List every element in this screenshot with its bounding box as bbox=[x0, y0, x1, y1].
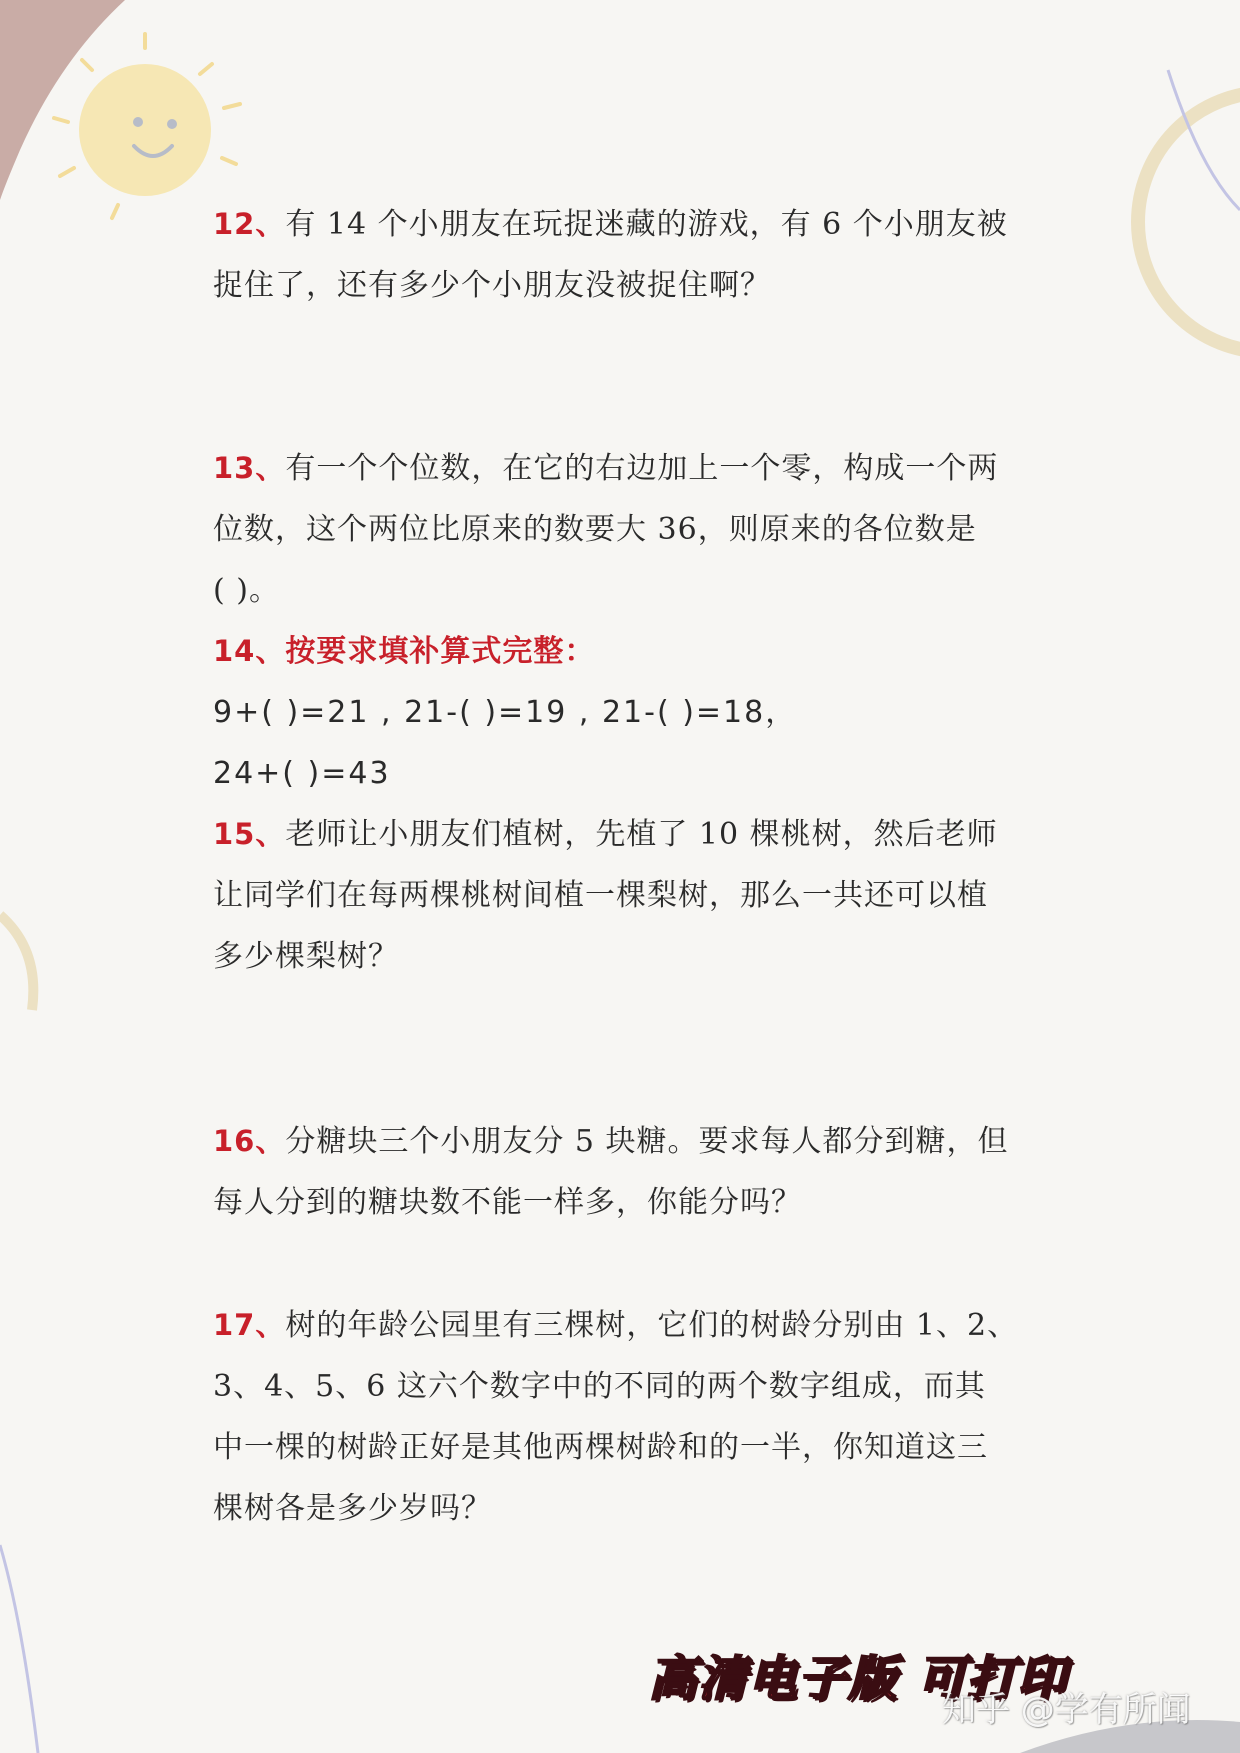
question-text: 有一个个位数，在它的右边加上一个零，构成一个两 bbox=[285, 451, 999, 486]
question-12 bbox=[213, 194, 1033, 316]
question-text: 多少棵梨树？ bbox=[213, 939, 399, 974]
hd-printable-banner: 高清电子版 可打印 bbox=[648, 1651, 1067, 1707]
question-text: 位数，这个两位比原来的数要大 36，则原来的各位数是 bbox=[213, 512, 977, 547]
formula-line: 24+( )=43 bbox=[213, 756, 391, 791]
question-text: 每人分到的糖块数不能一样多，你能分吗？ bbox=[213, 1185, 802, 1220]
question-number: 16、 bbox=[213, 1124, 286, 1158]
question-14 bbox=[213, 621, 1033, 804]
question-16 bbox=[213, 1111, 1033, 1233]
question-text: 树的年龄公园里有三棵树，它们的树龄分别由 1、2、 bbox=[285, 1308, 1019, 1343]
question-17 bbox=[213, 1295, 1033, 1539]
question-number: 12、 bbox=[213, 207, 286, 241]
formula-line: 9+( )=21 , 21-( )=19 , 21-( )=18， bbox=[213, 695, 798, 730]
zhihu-watermark: 知乎 @学有所闻 bbox=[942, 1690, 1191, 1730]
question-number: 13、 bbox=[213, 451, 286, 485]
question-text: 棵树各是多少岁吗？ bbox=[213, 1491, 492, 1526]
answer-blank: ( )。 bbox=[213, 573, 280, 608]
question-15 bbox=[213, 804, 1033, 987]
question-text: 中一棵的树龄正好是其他两棵树龄和的一半，你知道这三 bbox=[213, 1430, 988, 1465]
question-text: 3、4、5、6 这六个数字中的不同的两个数字组成，而其 bbox=[213, 1369, 986, 1404]
question-number: 15、 bbox=[213, 817, 286, 851]
question-13 bbox=[213, 438, 1033, 621]
question-text: 老师让小朋友们植树，先植了 10 棵桃树，然后老师 bbox=[285, 817, 998, 852]
question-text: 有 14 个小朋友在玩捉迷藏的游戏，有 6 个小朋友被 bbox=[285, 207, 1008, 242]
question-number: 17、 bbox=[213, 1308, 286, 1342]
question-title: 按要求填补算式完整： bbox=[285, 634, 596, 669]
question-text: 分糖块三个小朋友分 5 块糖。要求每人都分到糖，但 bbox=[285, 1124, 1009, 1159]
question-text: 捉住了，还有多少个小朋友没被捉住啊？ bbox=[213, 268, 771, 303]
question-number: 14、 bbox=[213, 634, 286, 668]
question-text: 让同学们在每两棵桃树间植一棵梨树，那么一共还可以植 bbox=[213, 878, 988, 913]
